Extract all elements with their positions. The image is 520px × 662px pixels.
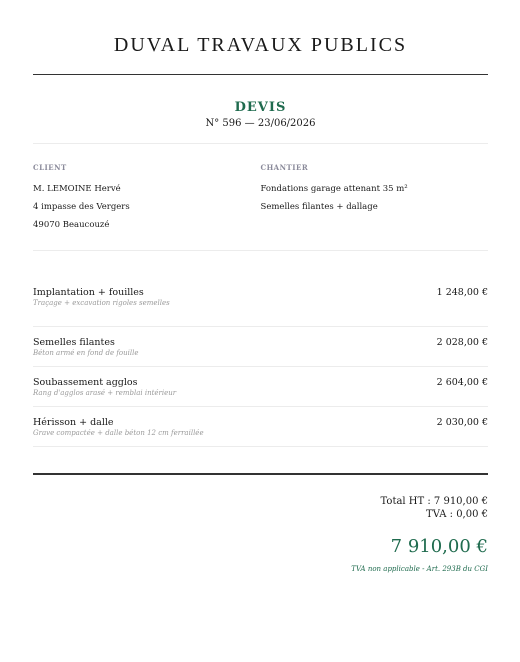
item-amount: 2 604,00 € <box>436 377 488 388</box>
item-amount: 1 248,00 € <box>436 287 488 298</box>
item-description: Grave compactée + dalle béton 12 cm ferraillée <box>33 429 204 437</box>
item-title: Hérisson + dalle <box>33 417 114 428</box>
line-item <box>33 407 488 447</box>
item-amount: 2 028,00 € <box>436 337 488 348</box>
site-description: Fondations garage attenant 35 m² <box>260 184 408 194</box>
line-item <box>33 287 488 327</box>
item-description: Béton armé en fond de fouille <box>33 349 139 357</box>
totals-divider <box>33 473 488 475</box>
line-item <box>33 327 488 367</box>
total-tva: TVA : 0,00 € <box>426 509 488 520</box>
document-title: DEVIS <box>234 100 287 115</box>
parties-divider <box>33 250 488 251</box>
item-description: Rang d'agglos arasé + remblai intérieur <box>33 389 177 397</box>
grand-total: 7 910,00 € <box>390 536 488 557</box>
line-items <box>33 287 488 447</box>
client-block <box>33 163 261 232</box>
company-name: DUVAL TRAVAUX PUBLICS <box>113 34 408 56</box>
document-number-date: N° 596 — 23/06/2026 <box>205 118 316 129</box>
quote-document <box>33 0 488 574</box>
client-label: CLIENT <box>33 163 67 172</box>
item-title: Semelles filantes <box>33 337 115 348</box>
header-divider <box>33 74 488 75</box>
tva-note: TVA non applicable - Art. 293B du CGI <box>351 565 488 573</box>
client-city: 49070 Beaucouzé <box>33 220 110 230</box>
client-name: M. LEMOINE Hervé <box>33 184 121 194</box>
site-detail: Semelles filantes + dallage <box>260 202 378 212</box>
site-label: CHANTIER <box>260 163 309 172</box>
client-address: 4 impasse des Vergers <box>33 202 130 212</box>
line-item <box>33 367 488 407</box>
item-description: Traçage + excavation rigoles semelles <box>33 299 170 307</box>
item-amount: 2 030,00 € <box>436 417 488 428</box>
item-title: Implantation + fouilles <box>33 287 144 298</box>
total-ht: Total HT : 7 910,00 € <box>380 496 488 507</box>
item-title: Soubassement agglos <box>33 377 138 388</box>
title-divider <box>33 143 488 144</box>
parties-section <box>33 163 488 232</box>
site-block <box>261 163 489 232</box>
totals-section <box>33 495 488 574</box>
